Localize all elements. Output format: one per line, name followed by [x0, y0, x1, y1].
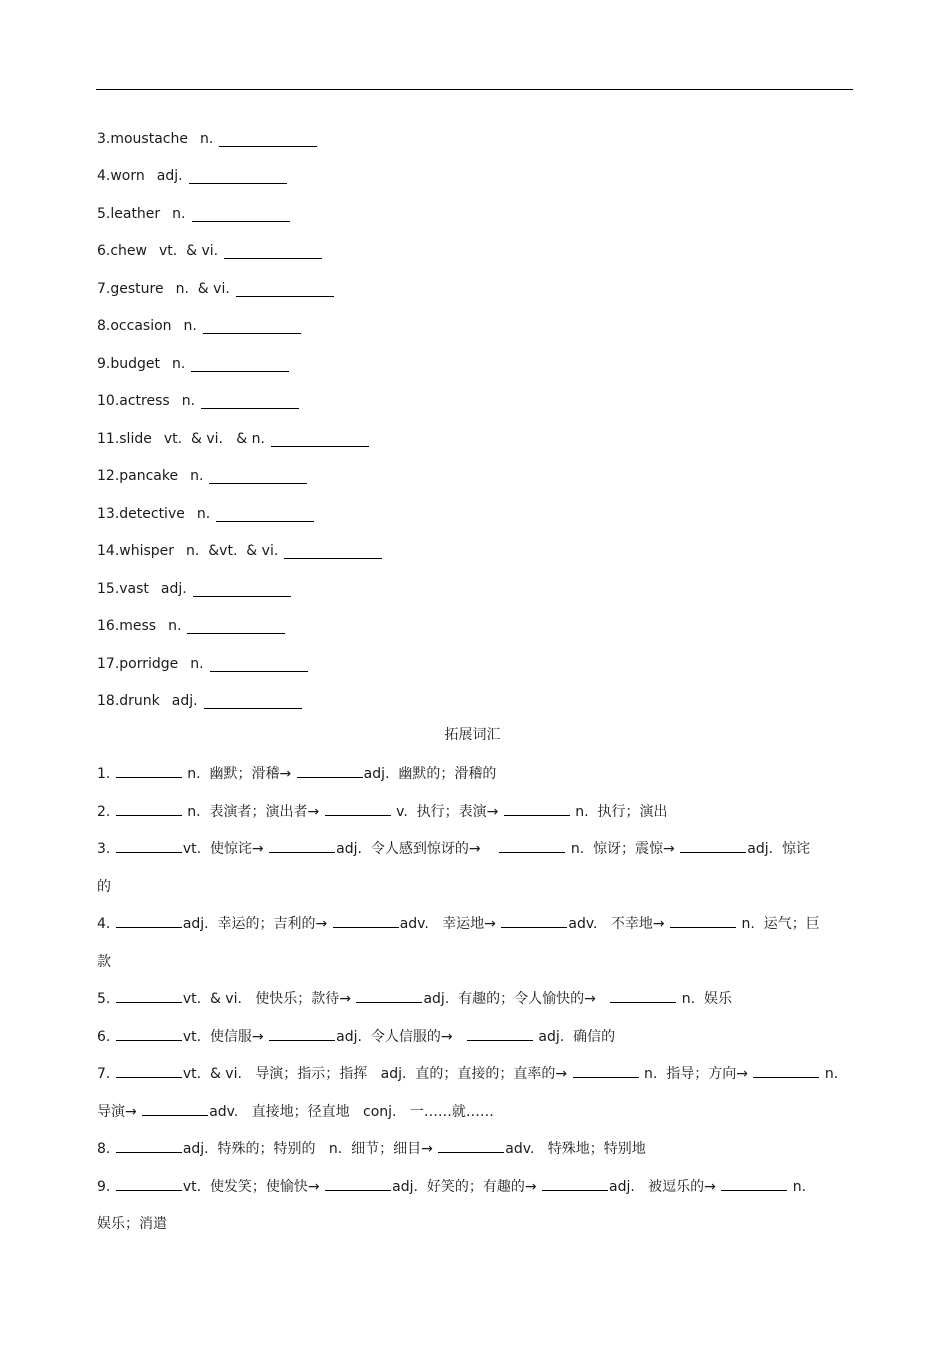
vocab-pos: adj. — [171, 693, 198, 710]
vocab-pos: vt. & vi. — [159, 243, 219, 260]
vocab-word: 18.drunk — [97, 693, 160, 710]
vocab-word: 13.detective — [97, 505, 185, 522]
answer-blank[interactable] — [721, 1175, 787, 1191]
vocab-item — [97, 570, 857, 608]
vocab-pos: n. &vt. & vi. — [186, 543, 279, 560]
vocab-word: 12.pancake — [97, 468, 179, 485]
answer-blank[interactable] — [187, 618, 285, 634]
vocab-word: 14.whisper — [97, 543, 175, 560]
answer-blank[interactable] — [191, 356, 289, 372]
vocab-pos: vt. & vi. & n. — [163, 430, 266, 447]
answer-blank[interactable] — [116, 987, 182, 1003]
vocab-word: 10.actress — [97, 393, 170, 410]
exercise-line: 9. vt. 使发笑；使愉快→ adj. 好笑的；有趣的→ adj. 被逗乐的→ n. — [97, 1169, 849, 1207]
vocab-item — [97, 345, 857, 383]
answer-blank[interactable] — [116, 912, 182, 928]
exercise-line: 的 — [97, 878, 111, 895]
vocab-pos: n. — [183, 318, 197, 335]
answer-blank[interactable] — [201, 393, 299, 409]
answer-blank[interactable] — [219, 131, 317, 147]
vocab-item — [97, 608, 857, 646]
answer-blank[interactable] — [116, 1025, 182, 1041]
exercise-line: 2. n. 表演者；演出者→ v. 执行；表演→ n. 执行；演出 — [97, 794, 849, 832]
vocab-pos: n. — [196, 505, 211, 522]
answer-blank[interactable] — [116, 1175, 182, 1191]
exercise-line: 6. vt. 使信服→ adj. 令人信服的→ adj. 确信的 — [97, 1019, 849, 1057]
answer-blank[interactable] — [271, 431, 369, 447]
vocab-item — [97, 420, 857, 458]
vocab-item — [97, 533, 857, 571]
answer-blank[interactable] — [210, 656, 308, 672]
vocab-pos: n. — [172, 355, 186, 372]
answer-blank[interactable] — [504, 800, 570, 816]
answer-blank[interactable] — [467, 1025, 533, 1041]
exercise-line: 8. adj. 特殊的；特别的 n. 细节；细目→ adv. 特殊地；特别地 — [97, 1131, 849, 1169]
vocab-word: 6.chew — [97, 243, 147, 260]
answer-blank[interactable] — [269, 837, 335, 853]
answer-blank[interactable] — [499, 837, 565, 853]
exercise-line: 娱乐；消遣 — [97, 1216, 167, 1232]
vocab-pos: n. & vi. — [175, 280, 230, 297]
vocab-item — [97, 645, 857, 683]
vocab-pos: n. — [168, 618, 182, 635]
vocab-word: 15.vast — [97, 580, 149, 597]
vocab-word: 9.budget — [97, 355, 160, 372]
vocab-item — [97, 495, 857, 533]
answer-blank[interactable] — [610, 987, 676, 1003]
answer-blank[interactable] — [501, 912, 567, 928]
vocab-pos: n. — [181, 393, 196, 410]
vocab-word: 3.moustache — [97, 130, 188, 147]
vocab-item — [97, 120, 857, 158]
answer-blank[interactable] — [204, 693, 302, 709]
header-rule — [96, 89, 853, 90]
vocab-pos: n. — [172, 205, 186, 222]
answer-blank[interactable] — [142, 1100, 208, 1116]
answer-blank[interactable] — [753, 1062, 819, 1078]
vocab-word: 16.mess — [97, 618, 157, 635]
extended-vocabulary — [97, 756, 849, 1244]
exercise-line: 5. vt. & vi. 使快乐；款待→ adj. 有趣的；令人愉快的→ n. 娱乐 — [97, 981, 849, 1019]
vocab-word: 5.leather — [97, 205, 161, 222]
exercise-line: 7. vt. & vi. 导演；指示；指挥 adj. 直的；直接的；直率的→ n. 指导；方向→ n. — [97, 1056, 849, 1094]
vocab-pos: n. — [190, 468, 204, 485]
answer-blank[interactable] — [297, 762, 363, 778]
answer-blank[interactable] — [356, 987, 422, 1003]
answer-blank[interactable] — [203, 318, 301, 334]
exercise-line: 3. vt. 使惊诧→ adj. 令人感到惊讶的→ n. 惊讶；震惊→ adj. 惊诧 — [97, 831, 849, 869]
vocab-item — [97, 270, 857, 308]
answer-blank[interactable] — [573, 1062, 639, 1078]
answer-blank[interactable] — [224, 243, 322, 259]
answer-blank[interactable] — [116, 1137, 182, 1153]
answer-blank[interactable] — [236, 281, 334, 297]
vocab-item — [97, 683, 857, 721]
answer-blank[interactable] — [670, 912, 736, 928]
answer-blank[interactable] — [269, 1025, 335, 1041]
answer-blank[interactable] — [438, 1137, 504, 1153]
vocab-item — [97, 458, 857, 496]
exercise-line: 导演→ adv. 直接地；径直地 conj. 一……就…… — [97, 1094, 849, 1132]
vocab-word: 17.porridge — [97, 655, 179, 672]
answer-blank[interactable] — [189, 168, 287, 184]
answer-blank[interactable] — [116, 1062, 182, 1078]
vocab-item — [97, 308, 857, 346]
vocab-item — [97, 383, 857, 421]
vocab-pos: n. — [190, 655, 204, 672]
exercise-line: 款 — [97, 953, 111, 970]
answer-blank[interactable] — [116, 762, 182, 778]
vocab-item — [97, 195, 857, 233]
vocab-item — [97, 233, 857, 271]
vocab-pos: adj. — [156, 168, 183, 185]
vocab-pos: n. — [199, 130, 214, 147]
vocab-word: 4.worn — [97, 168, 145, 185]
vocab-word: 8.occasion — [97, 318, 172, 335]
answer-blank[interactable] — [116, 837, 182, 853]
answer-blank[interactable] — [192, 206, 290, 222]
answer-blank[interactable] — [116, 800, 182, 816]
answer-blank[interactable] — [680, 837, 746, 853]
vocab-word: 11.slide — [97, 430, 152, 447]
answer-blank[interactable] — [216, 506, 314, 522]
answer-blank[interactable] — [193, 581, 291, 597]
answer-blank[interactable] — [209, 468, 307, 484]
section-heading: 拓展词汇 — [444, 727, 501, 743]
vocab-pos: adj. — [160, 580, 187, 597]
answer-blank[interactable] — [284, 543, 382, 559]
vocab-item — [97, 158, 857, 196]
vocab-word: 7.gesture — [97, 280, 164, 297]
answer-blank[interactable] — [542, 1175, 608, 1191]
answer-blank[interactable] — [325, 1175, 391, 1191]
answer-blank[interactable] — [333, 912, 399, 928]
answer-blank[interactable] — [325, 800, 391, 816]
exercise-line: 4. adj. 幸运的；吉利的→ adv. 幸运地→ adv. 不幸地→ n. 运气；巨 — [97, 906, 849, 944]
exercise-line: 1. n. 幽默；滑稽→ adj. 幽默的；滑稽的 — [97, 756, 849, 794]
vocabulary-list — [97, 120, 857, 720]
